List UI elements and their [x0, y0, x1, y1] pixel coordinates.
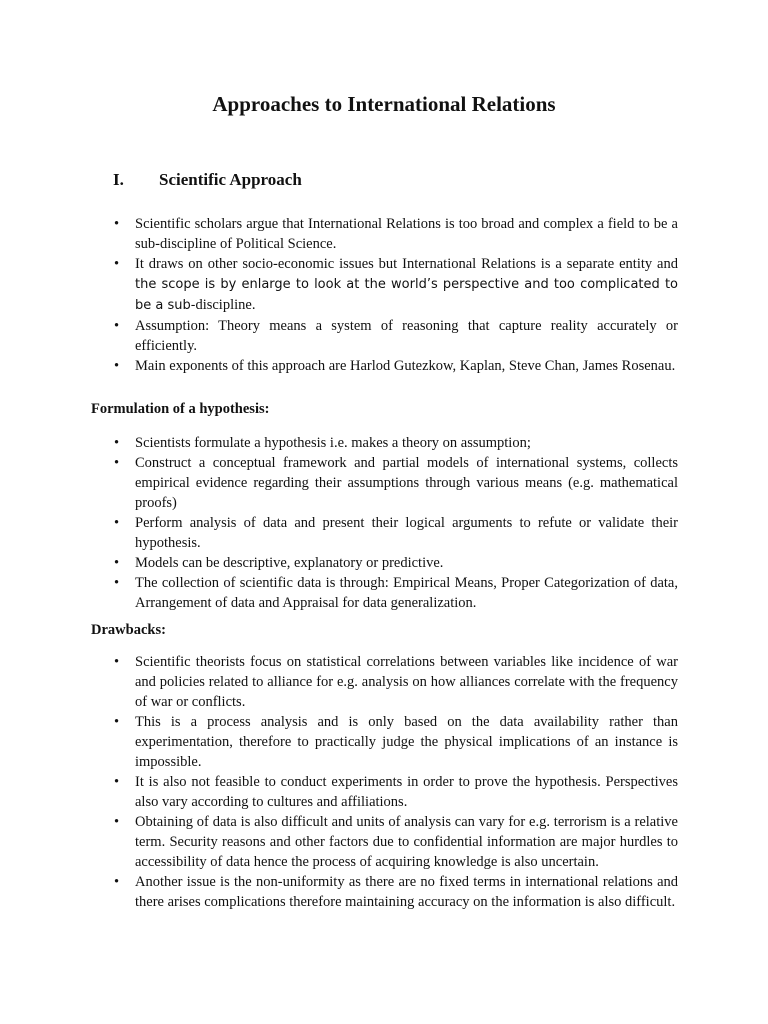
- list-item: • Models can be descriptive, explanatory or predictive.: [112, 553, 678, 573]
- list-item: [112, 254, 678, 316]
- list-item: • Construct a conceptual framework and partial models of international systems, collects empirical evidence regarding their assumptions through various means (e.g. mathematical proofs): [112, 453, 678, 513]
- drawbacks-heading: Drawbacks:: [91, 622, 166, 638]
- list-item: • Scientific scholars argue that International Relations is too broad and complex a field to be a sub-discipline of Political Science.: [112, 214, 678, 254]
- intro-list-block: [112, 214, 678, 376]
- intro-bullet-list: [112, 214, 678, 376]
- list-item: • Another issue is the non-uniformity as there are no fixed terms in international relations and there arises complications therefore maintaining accuracy on the information is also difficult.: [112, 872, 678, 912]
- list-item-text: It draws on other socio-economic issues but International Relations is a separate entity and: [135, 256, 678, 272]
- list-item: • Scientific theorists focus on statistical correlations between variables like incidence of war and policies related to alliance for e.g. analysis on how alliances correlate with the frequency of war or conflicts.: [112, 652, 678, 712]
- list-item: • Scientists formulate a hypothesis i.e. makes a theory on assumption;: [112, 433, 678, 453]
- hypothesis-heading: Formulation of a hypothesis:: [91, 401, 270, 417]
- list-item-text: discipline.: [195, 297, 256, 313]
- drawbacks-list-block: [112, 652, 678, 912]
- document-title: Approaches to International Relations: [212, 92, 556, 116]
- list-item: • This is a process analysis and is only based on the data availability rather than experimentation, therefore to practically judge the physical implications of an instance is impossible.: [112, 712, 678, 772]
- list-item-text: the scope is by enlarge to look at the world’s perspective and too complicated to be a sub-: [135, 277, 678, 313]
- section-number: I.: [113, 170, 124, 189]
- list-item: • Obtaining of data is also difficult and units of analysis can vary for e.g. terrorism is a relative term. Security reasons and other factors due to confidential information are major hurdles to accessibility of data hence the process of acquiring knowledge is also uncertain.: [112, 812, 678, 872]
- list-item: • Main exponents of this approach are Harlod Gutezkow, Kaplan, Steve Chan, James Rosenau.: [112, 356, 678, 376]
- hypothesis-list-block: [112, 433, 678, 613]
- section-title: Scientific Approach: [159, 170, 302, 189]
- list-item: • It is also not feasible to conduct experiments in order to prove the hypothesis. Perspectives also vary according to cultures and affiliations.: [112, 772, 678, 812]
- list-item: • Assumption: Theory means a system of reasoning that capture reality accurately or efficiently.: [112, 316, 678, 356]
- section-heading: [113, 170, 302, 190]
- list-item: • The collection of scientific data is through: Empirical Means, Proper Categorization of data, Arrangement of data and Appraisal for data generalization.: [112, 573, 678, 613]
- drawbacks-bullet-list: [112, 652, 678, 912]
- list-item: • Perform analysis of data and present their logical arguments to refute or validate their hypothesis.: [112, 513, 678, 553]
- hypothesis-bullet-list: [112, 433, 678, 613]
